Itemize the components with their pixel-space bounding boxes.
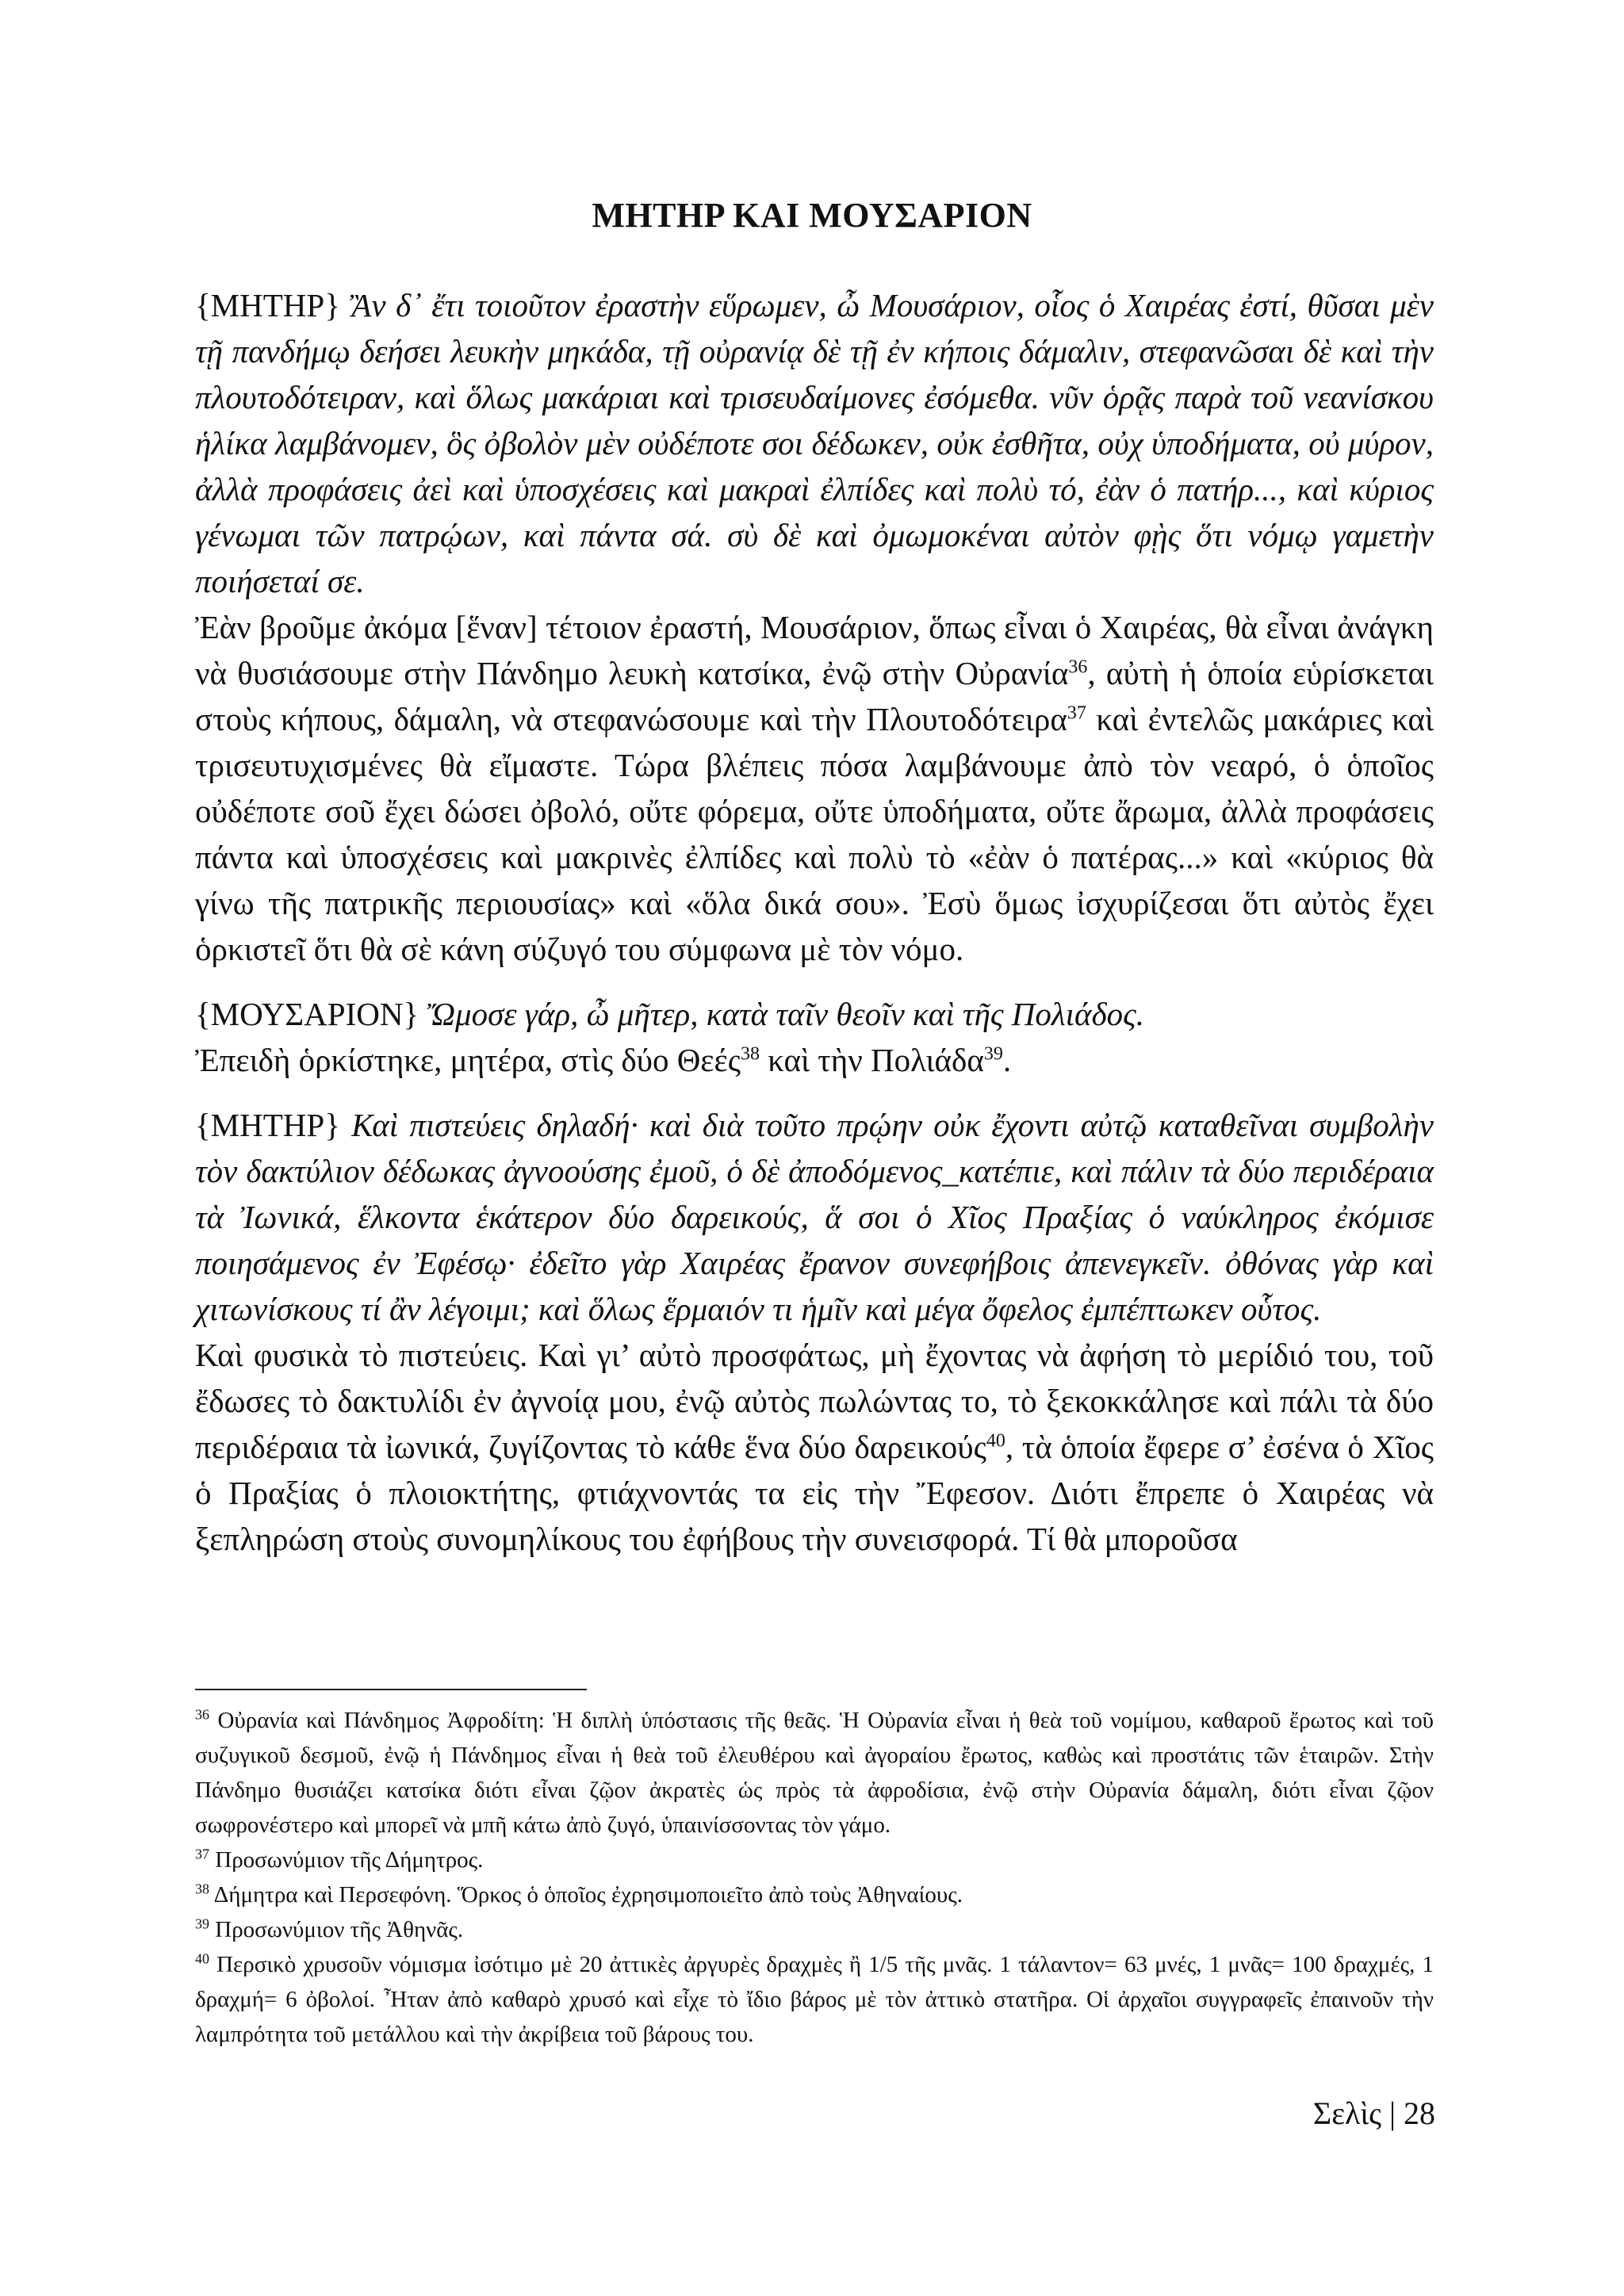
footnote-text: Δήμητρα καὶ Περσεφόνη. Ὅρκος ὁ ὁποῖος ἐχρησιμοποιεῖτο ἀπὸ τοὺς Ἀθηναίους. bbox=[213, 1882, 963, 1908]
footnote-item bbox=[195, 1843, 1434, 1877]
main-text bbox=[195, 282, 1434, 1562]
translation-text: , αὐτὴ ἡ ὁποία εὑρίσκεται στοὺς κήπους, δάμαλη, νὰ στεφανώσουμε καὶ τὴν Πλουτοδότειρα bbox=[195, 655, 1434, 737]
translation-3 bbox=[195, 1332, 1434, 1562]
footnote-ref[interactable]: 39 bbox=[983, 1043, 1003, 1065]
page-title: ΜΗΤΗΡ ΚΑΙ ΜΟΥΣΑΡΙΟΝ bbox=[592, 196, 1032, 235]
page-number: Σελὶς | 28 bbox=[1312, 2095, 1435, 2131]
ancient-greek-text: Καὶ πιστεύεις δηλαδή· καὶ διὰ τοῦτο πρῴην οὐκ ἔχοντι αὐτῷ καταθεῖναι συμβολὴν τὸν δακτύλιον δέδωκας ἀγνοούσης ἐμοῦ, ὁ δὲ ἀποδόμενος_κατέπιε, καὶ πάλιν τὰ δύο περιδέραια τὰ Ἰωνικά, ἕλκοντα ἑκάτερον δύο δαρεικούς, ἅ σοι ὁ Χῖος Πραξίας ὁ ναύκληρος ἐκόμισε ποιησάμενος ἐν Ἐφέσῳ· ἐδεῖτο γὰρ Χαιρέας ἔρανον συνεφήβοις ἀπενεγκεῖν. ὀθόνας γὰρ καὶ χιτωνίσκους τί ἂν λέγοιμι; καὶ ὅλως ἕρμαιόν τι ἡμῖν καὶ μέγα ὄφελος ἐμπέπτωκεν οὗτος. bbox=[195, 1107, 1434, 1327]
greek-passage-2 bbox=[195, 991, 1434, 1037]
greek-passage-1 bbox=[195, 282, 1434, 604]
footnote-number: 40 bbox=[195, 1950, 209, 1967]
footnote-number: 37 bbox=[195, 1846, 209, 1862]
footnotes bbox=[195, 1703, 1434, 2052]
translation-text: καὶ τὴν Πολιάδα bbox=[759, 1042, 984, 1078]
footnote-text: Προσωνύμιον τῆς Ἀθηνᾶς. bbox=[215, 1917, 464, 1942]
footnote-item bbox=[195, 1912, 1434, 1947]
footnote-ref[interactable]: 40 bbox=[986, 1430, 1005, 1452]
footnote-text: Περσικὸ χρυσοῦν νόμισμα ἰσότιμο μὲ 20 ἀττικὲς ἀργυρὲς δραχμὲς ἢ 1/5 τῆς μνᾶς. 1 τάλαντον= 63 μνές, 1 μνᾶς= 100 δραχμές, 1 δραχμή= 6 ὀβολοί. Ἦταν ἀπὸ καθαρὸ χρυσό καὶ εἶχε τὸ ἴδιο βάρος μὲ τὸν ἀττικὸ στατῆρα. Οἱ ἀρχαῖοι συγγραφεῖς ἐπαινοῦν τὴν λαμπρότητα τοῦ μετάλλου καὶ τὴν ἀκρίβεια τοῦ βάρους του. bbox=[195, 1952, 1434, 2047]
translation-text: Καὶ φυσικὰ τὸ πιστεύεις. Καὶ γι’ αὐτὸ προσφάτως, μὴ ἔχοντας νὰ ἀφήση τὸ μερίδιό του, τοῦ ἔδωσες τὸ δακτυλίδι ἐν ἀγνοίᾳ μου, ἐνῷ αὐτὸς πωλώντας το, τὸ ξεκοκκάλησε καὶ πάλι τὰ δύο περιδέραια τὰ ἰωνικά, ζυγίζοντας τὸ κάθε ἕνα δύο δαρεικούς bbox=[195, 1337, 1434, 1465]
footnote-item bbox=[195, 1703, 1434, 1843]
footnote-text: Οὐρανία καὶ Πάνδημος Ἀφροδίτη: Ἡ διπλὴ ὑπόστασις τῆς θεᾶς. Ἡ Οὐρανία εἶναι ἡ θεὰ τοῦ νομίμου, καθαροῦ ἔρωτος καὶ τοῦ συζυγικοῦ δεσμοῦ, ἐνῷ ἡ Πάνδημος εἶναι ἡ θεὰ τοῦ ἐλευθέρου καὶ ἀγοραίου ἔρωτος, καθὼς καὶ προστάτις τῶν ἑταιρῶν. Στὴν Πάνδημο θυσιάζει κατσίκα διότι εἶναι ζῷον ἀκρατὲς ὡς πρὸς τὰ ἀφροδίσια, ἐνῷ στὴν Οὐρανία δάμαλη, διότι εἶναι ζῷον σωφρονέστερο καὶ μπορεῖ νὰ μπῆ κάτω ἀπὸ ζυγό, ὑπαινίσσοντας τὸν γάμο. bbox=[195, 1708, 1434, 1838]
translation-text: . bbox=[1002, 1042, 1012, 1078]
translation-text: , τὰ ὁποία ἔφερε σ’ ἐσένα ὁ Χῖος ὁ Πραξίας ὁ πλοιοκτήτης, φτιάχνοντάς τα εἰς τὴν Ἔφεσον. Διότι ἔπρεπε ὁ Χαιρέας νὰ ξεπληρώση στοὺς συνομηλίκους του ἐφήβους τὴν συνεισφορά. Τί θὰ μποροῦσα bbox=[195, 1429, 1434, 1557]
footnote-ref[interactable]: 37 bbox=[1067, 702, 1086, 724]
translation-text: καὶ ἐντελῶς μακάριες καὶ τρισευτυχισμένες θὰ εἴμαστε. Τώρα βλέπεις πόσα λαμβάνουμε ἀπὸ τὸν νεαρό, ὁ ὁποῖος οὐδέποτε σοῦ ἔχει δώσει ὀβολό, οὔτε φόρεμα, οὔτε ὑποδήματα, οὔτε ἄρωμα, ἀλλὰ προφάσεις πάντα καὶ ὑποσχέσεις καὶ μακρινὲς ἐλπίδες καὶ πολὺ τὸ «ἐὰν ὁ πατέρας...» καὶ «κύριος θὰ γίνω τῆς πατρικῆς περιουσίας» καὶ «ὅλα δικά σου». Ἐσὺ ὅμως ἰσχυρίζεσαι ὅτι αὐτὸς ἔχει ὁρκιστεῖ ὅτι θὰ σὲ κάνη σύζυγό του σύμφωνα μὲ τὸν νόμο. bbox=[195, 701, 1434, 967]
ancient-greek-text: Ἂν δ᾽ ἔτι τοιοῦτον ἐραστὴν εὕρωμεν, ὦ Μουσάριον, οἷος ὁ Χαιρέας ἐστί, θῦσαι μὲν τῇ πανδήμῳ δεήσει λευκὴν μηκάδα, τῇ οὐρανίᾳ δὲ τῇ ἐν κήποις δάμαλιν, στεφανῶσαι δὲ καὶ τὴν πλουτοδότειραν, καὶ ὅλως μακάριαι καὶ τρισευδαίμονες ἐσόμεθα. νῦν ὁρᾷς παρὰ τοῦ νεανίσκου ἡλίκα λαμβάνομεν, ὃς ὀβολὸν μὲν οὐδέποτε σοι δέδωκεν, οὐκ ἐσθῆτα, οὐχ ὑποδήματα, οὐ μύρον, ἀλλὰ προφάσεις ἀεὶ καὶ ὑποσχέσεις καὶ μακραὶ ἐλπίδες καὶ πολὺ τό, ἐὰν ὁ πατήρ..., καὶ κύριος γένωμαι τῶν πατρῴων, καὶ πάντα σά. σὺ δὲ καὶ ὀμωμοκέναι αὐτὸν φῂς ὅτι νόμῳ γαμετὴν ποιήσεταί σε. bbox=[195, 287, 1434, 599]
footnote-item bbox=[195, 1947, 1434, 2052]
translation-1 bbox=[195, 604, 1434, 972]
translation-text: Ἐπειδὴ ὁρκίστηκε, μητέρα, στὶς δύο Θεές bbox=[195, 1042, 741, 1078]
footnote-number: 39 bbox=[195, 1915, 209, 1932]
ancient-greek-text: Ὤμοσε γάρ, ὦ μῆτερ, κατὰ ταῖν θεοῖν καὶ τῆς Πολιάδος. bbox=[427, 996, 1145, 1032]
footnote-ref[interactable]: 36 bbox=[1068, 656, 1088, 678]
translation-text: Ἐὰν βροῦμε ἀκόμα [ἕναν] τέτοιον ἐραστή, Μουσάριον, ὅπως εἶναι ὁ Χαιρέας, θὰ εἶναι ἀνάγκη νὰ θυσιάσουμε στὴν Πάνδημο λευκὴ κατσίκα, ἐνῷ στὴν Οὐρανία bbox=[195, 609, 1434, 691]
translation-2 bbox=[195, 1037, 1434, 1083]
speaker-label: {ΜΟΥΣΑΡΙΟΝ} bbox=[195, 996, 419, 1032]
footnote-number: 36 bbox=[195, 1706, 209, 1723]
footnote-text: Προσωνύμιον τῆς Δήμητρος. bbox=[215, 1847, 484, 1873]
greek-passage-3 bbox=[195, 1102, 1434, 1332]
footnote-number: 38 bbox=[195, 1881, 209, 1897]
footnote-item bbox=[195, 1877, 1434, 1912]
speaker-label: {ΜΗΤΗΡ} bbox=[195, 1107, 340, 1143]
speaker-label: {ΜΗΤΗΡ} bbox=[195, 287, 340, 323]
footnote-divider bbox=[195, 1689, 587, 1690]
footnote-ref[interactable]: 38 bbox=[740, 1043, 760, 1065]
